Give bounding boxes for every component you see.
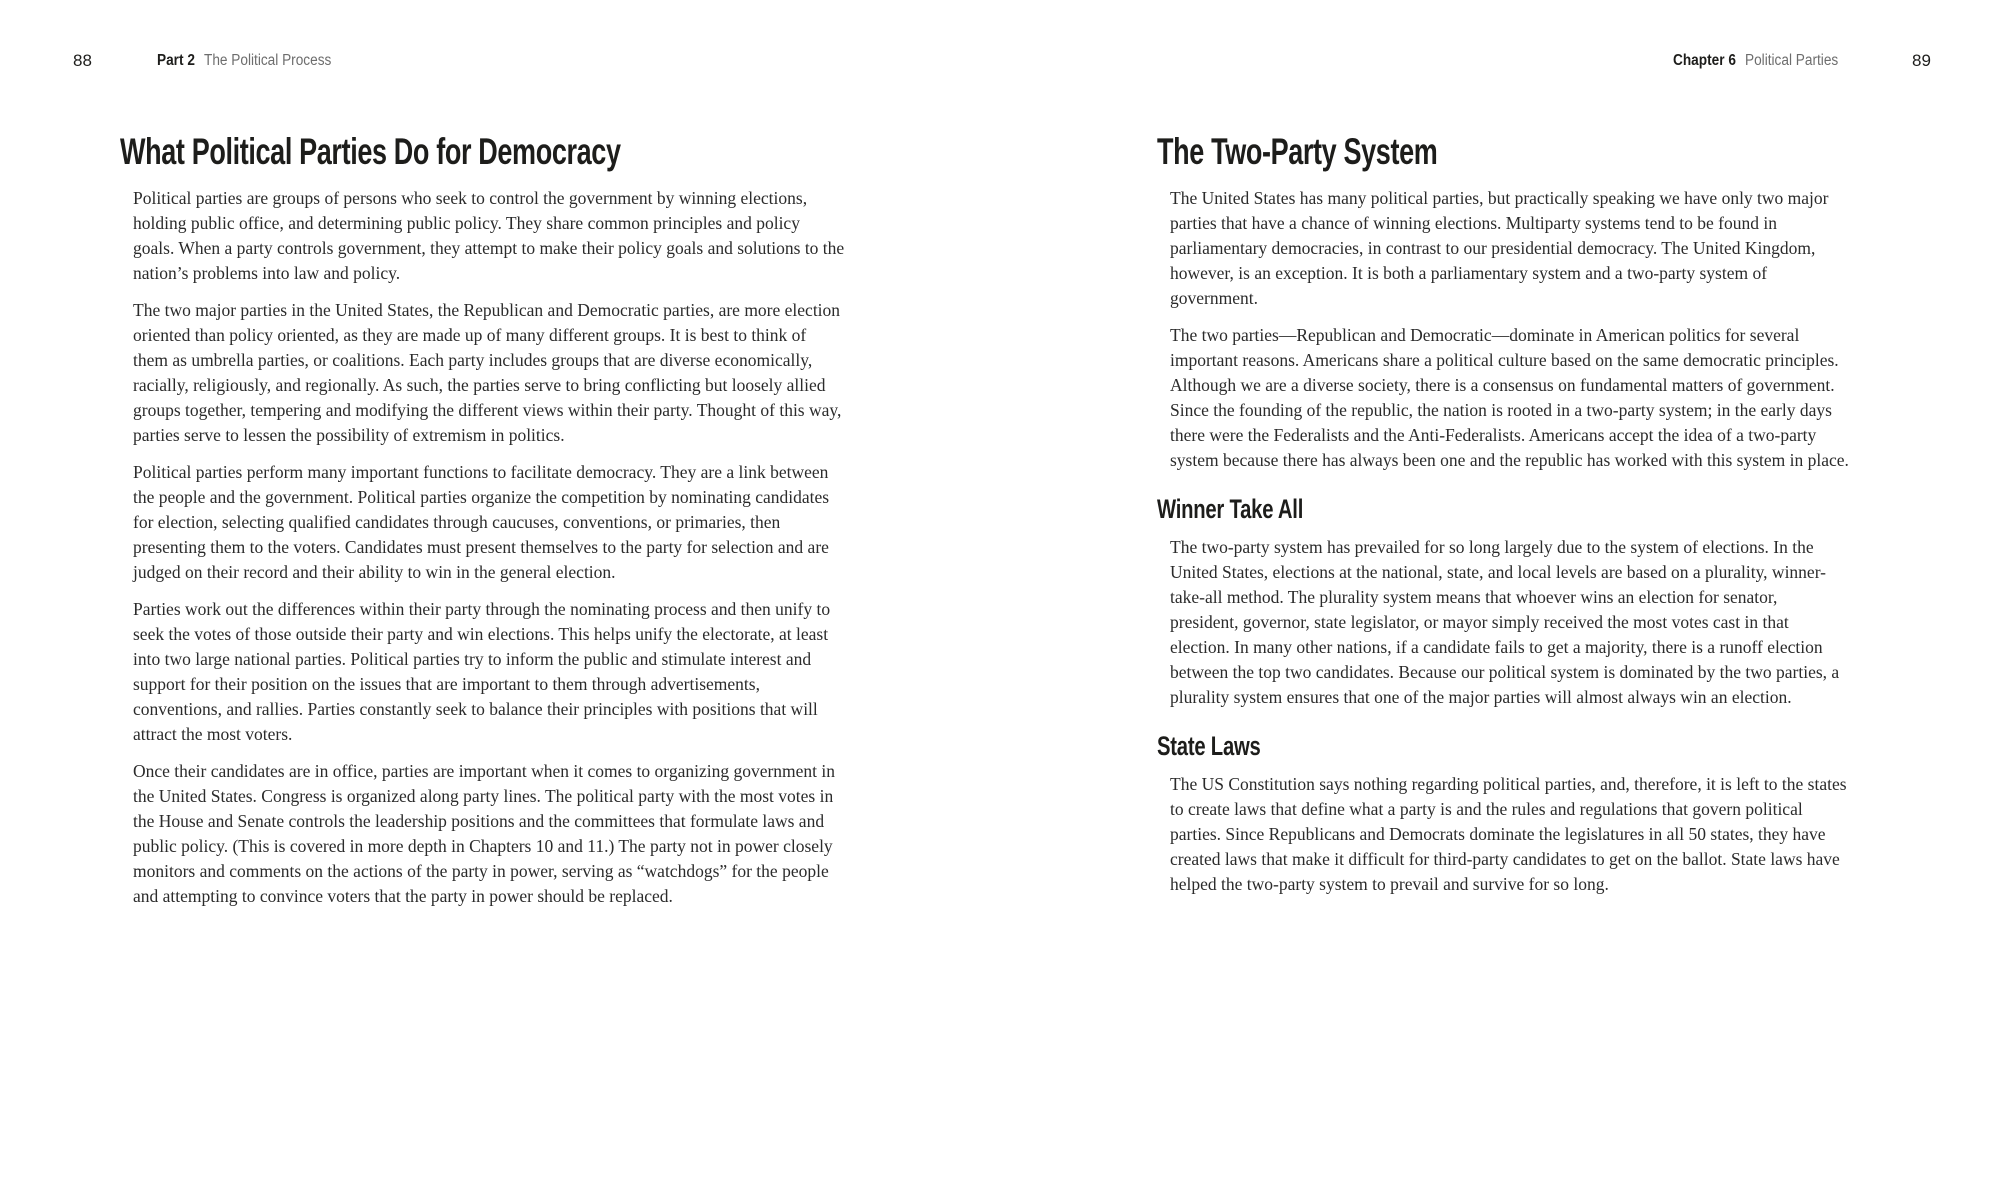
right-body-block <box>1157 186 1849 897</box>
right-page-number: 89 <box>1912 51 1931 70</box>
part-label: Part 2 <box>157 52 195 69</box>
paragraph: Once their candidates are in office, parties are important when it comes to organizing government in the United States. Congress is organized along party lines. The political party with the most votes in the House and Senate controls the leadership positions and the committees that formulate laws and public policy. (This is covered in more depth in Chapters 10 and 11.) The party not in power closely monitors and comments on the actions of the party in power, serving as “watchdogs” for the people and attempting to convince voters that the party in power should be replaced. <box>133 761 836 906</box>
left-page-content <box>120 132 845 921</box>
chapter-title: Political Parties <box>1744 52 1839 69</box>
paragraph: The US Constitution says nothing regarding political parties, and, therefore, it is left to the states to create laws that define what a party is and the rules and regulations that govern political parties. Since Republicans and Democrats dominate the legislatures in all 50 states, they have created laws that make it difficult for third-party candidates to get on the ballot. State laws have helped the two-party system to prevail and survive for so long. <box>1170 774 1847 894</box>
paragraph: The two major parties in the United States, the Republican and Democratic parties, are more election oriented than policy oriented, as they are made up of many different groups. It is best to think of them as umbrella parties, or coalitions. Each party includes groups that are diverse economically, racially, religiously, and regionally. As such, the parties serve to bring conflicting but loosely allied groups together, tempering and modifying the different views within their party. Thought of this way, parties serve to lessen the possibility of extremism in politics. <box>133 300 842 445</box>
paragraph: Political parties are groups of persons who seek to control the government by winning elections, holding public office, and determining public policy. They share common principles and policy goals. When a party controls government, they attempt to make their policy goals and solutions to the nation’s problems into law and policy. <box>133 188 845 283</box>
paragraph: Political parties perform many important functions to facilitate democracy. They are a link between the people and the government. Political parties organize the competition by nominating candidates for election, selecting qualified candidates through caucuses, conventions, or primaries, then presenting them to the voters. Candidates must present themselves to the party for selection and are judged on their record and their ability to win in the general election. <box>133 462 830 582</box>
paragraph: The United States has many political parties, but practically speaking we have only two major parties that have a chance of winning elections. Multiparty systems tend to be found in parliamentary democracies, in contrast to our presidential democracy. The United Kingdom, however, is an exception. It is both a parliamentary system and a two-party system of government. <box>1170 188 1829 308</box>
right-page <box>1000 0 2000 1195</box>
section-heading-state-laws: State Laws <box>1157 731 1261 761</box>
section-heading-winner-take-all: Winner Take All <box>1157 494 1304 524</box>
chapter-label: Chapter 6 <box>1673 52 1736 69</box>
left-page-title: What Political Parties Do for Democracy <box>120 131 621 172</box>
right-page-content <box>1157 132 1849 909</box>
right-page-title: The Two-Party System <box>1157 131 1438 172</box>
paragraph: The two parties—Republican and Democratic—dominate in American politics for several important reasons. Americans share a political culture based on the same democratic principles. Although we are a diverse society, there is a consensus on fundamental matters of government. Since the founding of the republic, the nation is rooted in a two-party system; in the early days there were the Federalists and the Anti-Federalists. Americans accept the idea of a two-party system because there has always been one and the republic has worked with this system in place. <box>1170 325 1849 470</box>
part-title: The Political Process <box>203 52 332 69</box>
paragraph: Parties work out the differences within their party through the nominating process and then unify to seek the votes of those outside their party and win elections. This helps unify the electorate, at least into two large national parties. Political parties try to inform the public and stimulate interest and support for their position on the issues that are important to them through advertisements, conventions, and rallies. Parties constantly seek to balance their principles with positions that will attract the most voters. <box>133 599 831 744</box>
paragraph: The two-party system has prevailed for so long largely due to the system of elections. In the United States, elections at the national, state, and local levels are based on a plurality, winner-take-all method. The plurality system means that whoever wins an election for senator, president, governor, state legislator, or mayor simply received the most votes cast in that election. In many other nations, if a candidate fails to get a majority, there is a runoff election between the top two candidates. Because our political system is dominated by the two parties, a plurality system ensures that one of the major parties will almost always win an election. <box>1170 537 1840 707</box>
right-running-head <box>1673 52 1861 70</box>
left-page-number: 88 <box>73 51 92 70</box>
left-body-block <box>120 186 845 909</box>
left-running-head <box>157 52 355 70</box>
